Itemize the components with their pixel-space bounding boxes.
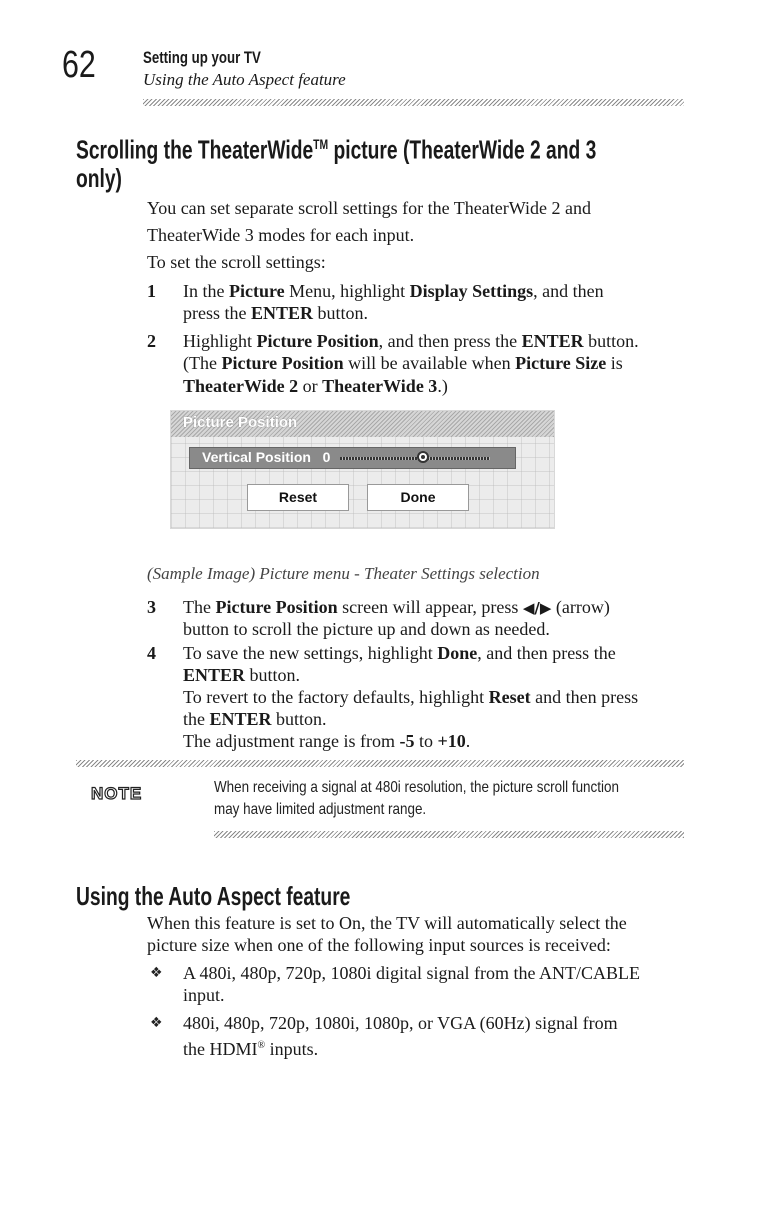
reset-button: Reset bbox=[247, 484, 349, 511]
header-rule bbox=[143, 99, 684, 106]
note-top-rule bbox=[76, 760, 684, 767]
note-label: NOTE bbox=[91, 784, 143, 803]
chapter-title: Setting up your TV bbox=[143, 48, 261, 67]
intro-line: TheaterWide 3 modes for each input. bbox=[147, 225, 415, 245]
vertical-position-value: 0 bbox=[322, 449, 331, 465]
auto-aspect-intro: picture size when one of the following input sources is received: bbox=[147, 935, 611, 955]
step-4-line1: To save the new settings, highlight Done, and then press the bbox=[183, 643, 616, 663]
sample-title: Picture Position bbox=[183, 414, 298, 431]
step-4-line4: the ENTER button. bbox=[183, 709, 327, 729]
bullet-line: input. bbox=[183, 985, 225, 1005]
step-number: 2 bbox=[147, 331, 156, 351]
page-number: 62 bbox=[62, 44, 96, 86]
vertical-position-slider bbox=[340, 457, 490, 460]
section-heading-auto-aspect: Using the Auto Aspect feature bbox=[76, 881, 351, 911]
heading-line2: only) bbox=[76, 163, 122, 193]
section-heading-scrolling bbox=[76, 128, 596, 166]
heading-line1-pre: Scrolling the TheaterWide bbox=[76, 134, 314, 165]
registered-mark: ® bbox=[257, 1040, 266, 1051]
arrow-icon: ◀/▶ bbox=[522, 599, 552, 617]
auto-aspect-intro: When this feature is set to On, the TV will automatically select the bbox=[147, 913, 627, 933]
bullet-line: A 480i, 480p, 720p, 1080i digital signal from the ANT/CABLE bbox=[183, 963, 640, 983]
step-2-line2: (The Picture Position will be available when Picture Size is bbox=[183, 353, 623, 373]
note-text: When receiving a signal at 480i resolution, the picture scroll function may have limited adjustment range. bbox=[214, 779, 619, 818]
diamond-bullet-icon: ❖ bbox=[150, 1015, 163, 1031]
step-number: 4 bbox=[147, 643, 156, 663]
step-2-line3: TheaterWide 2 or TheaterWide 3.) bbox=[183, 376, 448, 396]
step-1-line1: In the Picture Menu, highlight Display Settings, and then bbox=[183, 281, 604, 301]
vertical-position-label: Vertical Position 0 bbox=[202, 449, 331, 465]
step-1-line2: press the ENTER button. bbox=[183, 303, 369, 323]
image-caption: (Sample Image) Picture menu - Theater Settings selection bbox=[147, 564, 540, 583]
step-4-line2: ENTER button. bbox=[183, 665, 301, 685]
section-subtitle: Using the Auto Aspect feature bbox=[143, 70, 346, 89]
note-bottom-rule bbox=[214, 831, 684, 838]
sample-screen-image bbox=[170, 410, 555, 529]
sample-title-bar bbox=[171, 411, 554, 437]
diamond-bullet-icon: ❖ bbox=[150, 965, 163, 981]
bullet-line: 480i, 480p, 720p, 1080i, 1080p, or VGA (60Hz) signal from bbox=[183, 1013, 618, 1033]
intro-line: To set the scroll settings: bbox=[147, 252, 326, 272]
step-number: 3 bbox=[147, 597, 156, 617]
intro-line: You can set separate scroll settings for the TheaterWide 2 and bbox=[147, 198, 591, 218]
step-4-line3: To revert to the factory defaults, highlight Reset and then press bbox=[183, 687, 639, 707]
done-button: Done bbox=[367, 484, 469, 511]
step-number: 1 bbox=[147, 281, 156, 301]
bullet-line: the HDMI® inputs. bbox=[183, 1039, 319, 1059]
trademark: TM bbox=[313, 136, 329, 152]
heading-line1-post: picture (TheaterWide 2 and 3 bbox=[328, 134, 597, 165]
step-3-line1: The Picture Position screen will appear, press ◀/▶ (arrow) bbox=[183, 597, 610, 617]
slider-knob-icon bbox=[417, 451, 429, 463]
step-2-line1: Highlight Picture Position, and then press the ENTER button. bbox=[183, 331, 639, 351]
step-4-line5: The adjustment range is from -5 to +10. bbox=[183, 731, 471, 751]
step-3-line2: button to scroll the picture up and down as needed. bbox=[183, 619, 550, 639]
vertical-position-row bbox=[189, 447, 516, 469]
